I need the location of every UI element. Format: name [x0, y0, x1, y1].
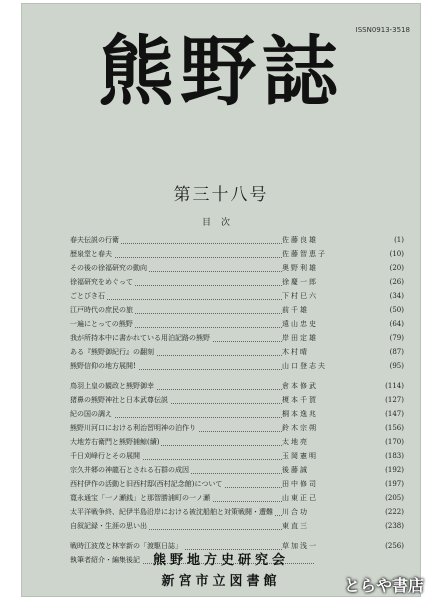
toc-entry-title: 戦時江波茂と林宰新の「渡駆日誌」	[70, 542, 182, 550]
toc-entry	[70, 306, 404, 320]
toc-entry-page: (127)	[358, 396, 404, 405]
toc-entry-author: 後藤誠	[282, 466, 352, 475]
toc-entry-title: 徐福研究をめぐって	[70, 278, 133, 286]
toc-entry-author: 倉本修武	[282, 382, 352, 391]
toc-entry-author: 佐藤良雄	[282, 236, 352, 245]
toc-entry	[70, 334, 404, 348]
toc-entry	[70, 236, 404, 250]
toc-entry-author: 鈴木宗朔	[282, 424, 352, 433]
toc-entry-author: 木村晴	[282, 348, 352, 357]
toc-entry	[70, 320, 404, 334]
toc-entry-page: (183)	[358, 452, 404, 461]
toc-entry	[70, 424, 404, 438]
toc-entry-title: 紀の国の調え	[70, 410, 112, 418]
toc-entry-page: (205)	[358, 494, 404, 503]
toc-entry-title: 太平洋戦争終、紀伊半島沿岸における被沈船舶と対策戦闘・遭難	[70, 508, 273, 516]
toc-entry-page: (10)	[358, 250, 404, 259]
toc-entry	[70, 452, 404, 466]
publisher-library: 新宮市立図書館	[161, 574, 281, 589]
toc-entry-title: ごとびき石	[70, 292, 105, 300]
issn-label: ISSN0913-3518	[355, 26, 410, 34]
toc-entry-author: 太地亮	[282, 438, 352, 447]
toc-entry-page: (34)	[358, 292, 404, 301]
toc-entry-page: (147)	[358, 410, 404, 419]
toc-entry	[70, 508, 404, 522]
toc-entry-page: (50)	[358, 306, 404, 315]
toc-entry-author: 山東正己	[282, 494, 352, 503]
toc-entry-title: 猪鼻の熊野神社と日本武尊伝説	[70, 396, 168, 404]
toc-entry	[70, 292, 404, 306]
toc-entry-author: 遠山忠史	[282, 320, 352, 329]
toc-entry	[70, 438, 404, 452]
toc-entry-page: (192)	[358, 466, 404, 475]
toc-entry-page: (197)	[358, 480, 404, 489]
toc-entry	[70, 382, 404, 396]
toc-entry-title: 宗久井郷の神龍石とされる石群の成因	[70, 466, 189, 474]
issue-number: 第三十八号	[173, 185, 269, 205]
toc-entry	[70, 396, 404, 410]
toc-entry-page: (156)	[358, 424, 404, 433]
toc-entry-author: 田中修司	[282, 480, 352, 489]
toc-entry-author: 榎本千賀	[282, 396, 352, 405]
toc-entry	[70, 494, 404, 508]
shop-watermark: とらや書店	[343, 576, 424, 595]
toc-entry-page: (87)	[358, 348, 404, 357]
toc-entry-title: 一遍にとっての熊野	[70, 320, 133, 328]
toc-entry-page: (20)	[358, 264, 404, 273]
toc-entry-title: 江戸時代の庶民の旅	[70, 306, 133, 314]
toc-entry	[70, 348, 404, 362]
toc-entry-page: (64)	[358, 320, 404, 329]
table-of-contents	[70, 236, 404, 570]
toc-entry	[70, 522, 404, 542]
toc-entry	[70, 362, 404, 382]
toc-entry-page: (1)	[358, 236, 404, 245]
toc-entry-page: (26)	[358, 278, 404, 287]
toc-entry-title: 西村伊作の活動と旧西村邸(西村記念館)について	[70, 480, 223, 488]
toc-entry-title: その後の徐福研究の動向	[70, 264, 147, 272]
toc-entry-author: 徐慶一郎	[282, 278, 352, 287]
toc-entry-page: (95)	[358, 362, 404, 371]
toc-entry-title: 鳥羽上皇の観政と熊野御幸	[70, 382, 154, 390]
toc-entry-title: 熊野川河口における利治習明神の泊作り	[70, 424, 196, 432]
toc-entry-author: 奥野利雄	[282, 264, 352, 273]
toc-entry-author: 前千雄	[282, 306, 352, 315]
toc-heading: 目次	[201, 218, 240, 228]
toc-entry-title: 寛永通宝「一ノ瀬銭」と那智勝浦町の一ノ瀬	[70, 494, 210, 502]
toc-entry-author: 下村巳六	[282, 292, 352, 301]
toc-entry-page: (222)	[358, 508, 404, 517]
toc-entry-title: ある『熊野御紀行』の翻刻	[70, 348, 154, 356]
toc-entry-author: 桐本逸兆	[282, 410, 352, 419]
journal-title: 熊野誌	[98, 27, 344, 116]
toc-entry	[70, 466, 404, 480]
journal-cover	[22, 4, 420, 596]
toc-entry	[70, 410, 404, 424]
toc-entry-author: 岸田定雄	[282, 334, 352, 343]
toc-entry-page: (238)	[358, 522, 404, 531]
publisher-society: 熊野地方史研究会	[152, 553, 289, 568]
toc-entry-title: 執筆者紹介・編集後記	[70, 556, 140, 564]
toc-entry-title: 歴泉堂と春夫	[70, 250, 112, 258]
toc-entry-title: 我が所持本中に書かれている用泊記路の熊野	[70, 334, 210, 342]
toc-entry-title: 大地芳右衛門と熊野捕鯨(續)	[70, 438, 160, 446]
toc-entry-page: (170)	[358, 438, 404, 447]
toc-entry-author: 玉岡憲明	[282, 452, 352, 461]
toc-entry	[70, 278, 404, 292]
toc-entry-page: (79)	[358, 334, 404, 343]
toc-entry-author: 山口登志夫	[282, 362, 352, 371]
toc-entry-author: 佐藤智恵子	[282, 250, 352, 259]
toc-entry-author: 川合功	[282, 508, 352, 517]
toc-entry-title: 熊野信仰の地方展開!	[70, 362, 136, 370]
toc-entry-title: 千日刈峰行とその展開	[70, 452, 140, 460]
toc-entry	[70, 480, 404, 494]
toc-entry-page: (256)	[358, 542, 404, 551]
toc-entry-page: (114)	[358, 382, 404, 391]
toc-entry	[70, 264, 404, 278]
toc-entry-title: 自叙記録・生涯の思い出	[70, 522, 147, 530]
toc-entry-author: 東直三	[282, 522, 352, 531]
toc-entry	[70, 250, 404, 264]
toc-entry-author: 草加浅一	[282, 542, 352, 551]
toc-entry-title: 春夫伝説の行衛	[70, 236, 119, 244]
